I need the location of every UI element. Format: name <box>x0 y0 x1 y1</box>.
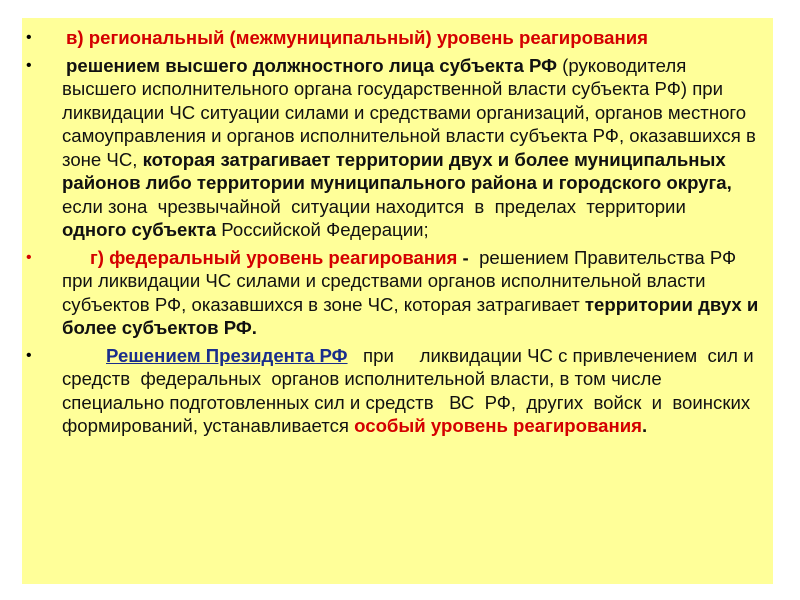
regional-level-heading: в) региональный (межмуниципальный) уровень реагирования <box>66 27 648 48</box>
special-level-bold: особый уровень реагирования <box>354 415 643 436</box>
list-item-federal <box>22 246 773 340</box>
special-end: . <box>642 415 648 436</box>
list-item-regional-detail <box>22 54 773 242</box>
bullet-list <box>22 26 773 438</box>
president-decision-link[interactable]: Решением Президента РФ <box>106 344 348 366</box>
special-text-1: при ликвидации ЧС с привлечением сил и средств федеральных органов исполнительной власти, в том числе специально подготовленных сил и средств ВС РФ, других войск и воинских формирований, устанавливается <box>62 344 759 436</box>
list-item-regional <box>22 26 773 50</box>
regional-text-2: если зона чрезвычайной ситуации находится в пределах территории <box>62 172 753 217</box>
federal-bold-territories: территории двух и более субъектов РФ. <box>62 293 759 338</box>
regional-text-3: Российской Федерации; <box>216 219 429 240</box>
federal-dash: - <box>457 246 474 268</box>
regional-text-1: (руководителя высшего исполнительного органа государственной власти субъекта РФ) при ликвидации ЧС ситуации силами и средствами организаций, органов местного самоуправления и органов исполнительной власти субъекта РФ, оказавшихся в зоне ЧС, <box>62 54 756 170</box>
bullet-marker-red: • <box>26 248 32 266</box>
federal-level-heading: г) федеральный уровень реагирования <box>90 246 458 268</box>
bullet-marker: • <box>26 29 32 46</box>
bullet-marker: • <box>26 56 32 74</box>
regional-bold-territories: которая затрагивает территории двух и более муниципальных районов либо территории муниципального района и городского округа, <box>62 148 732 193</box>
list-item-special <box>22 344 773 438</box>
regional-decision-lead: решением высшего должностного лица субъекта РФ <box>66 54 557 76</box>
regional-bold-one-subject: одного субъекта <box>62 219 217 240</box>
bullet-marker: • <box>26 346 32 364</box>
federal-text-1: решением Правительства РФ при ликвидации ЧС силами и средствами органов исполнительной власти субъектов РФ, оказавшихся в зоне ЧС, которая затрагивает <box>62 246 737 315</box>
slide <box>22 18 773 584</box>
